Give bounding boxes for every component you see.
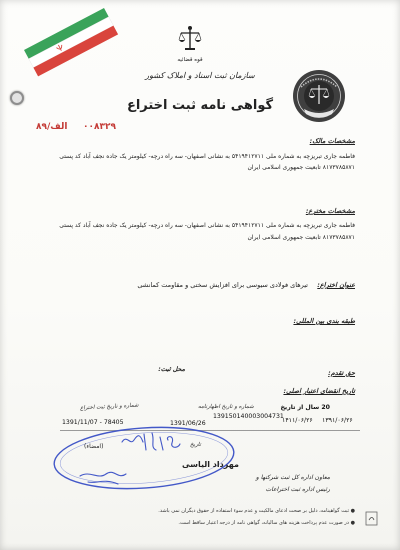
- signature-label: (امضاء): [84, 443, 104, 450]
- owner-heading: مشخصات مالک:: [309, 137, 355, 145]
- validity-label: 20 سال از تاریخ: [280, 404, 330, 411]
- validity-start-date: ۱۳۹۱/۰۶/۲۶: [322, 417, 353, 424]
- priority-place-label: محل ثبت:: [158, 366, 185, 373]
- inventor-heading: مشخصات مخترع:: [305, 207, 355, 215]
- validity-end-date: ۱۴۱۱/۰۶/۲۶: [282, 417, 313, 424]
- serial-series: الف/۸۹: [36, 122, 68, 132]
- inventor-details-line-1: فاطمه جاری تبریزچه به شماره ملی ۵۴۱۹۴۱۲۷۱۱ به نشانی اصفهان- سه راه درچه- کیلومتر یک جاده نجف آباد کد پستی: [59, 222, 355, 229]
- signature-date-label: تاریخ: [190, 442, 201, 448]
- owner-details-line-2: ۸۱۷۳۷۸۵۸۷۱ تابعیت جمهوری اسلامی ایران: [247, 164, 355, 171]
- serial-value: ۰۰۸۳۲۹: [83, 122, 116, 132]
- footer-note-1: ● ثبت گواهینامه، دلیل بر صحت ادعای مالکیت و عدم سوء استفاده از حقوق دیگران نمی باشد.: [158, 508, 355, 514]
- certificate-title: گواهی نامه ثبت اختراع: [126, 98, 274, 113]
- patent-number-date-label: شماره و تاریخ ثبت اختراع: [79, 402, 139, 412]
- priority-heading: حق تقدم:: [328, 369, 355, 377]
- organization-name: سازمان ثبت اسناد و املاک کشور: [145, 71, 255, 80]
- inventor-details-line-2: ۸۱۷۳۷۸۵۸۷۱ تابعیت جمهوری اسلامی ایران: [247, 234, 355, 241]
- authority-label: قوه قضائیه: [177, 57, 203, 63]
- footer-note-2: ● در صورت عدم پرداخت هزینه های سالیانه، گواهی نامه از درجه اعتبار ساقط است.: [178, 520, 355, 526]
- signatory-title-line-1: معاون اداره کل ثبت شرکتها و: [255, 474, 330, 481]
- patent-number-date-value: 1391/11/07 - 78405: [62, 419, 124, 426]
- serial-number: [36, 122, 116, 132]
- signatory-name: مهرداد الیاسی: [182, 460, 239, 469]
- invention-title: تیرهای فولادی سیوسی برای افزایش سختی و مقاومت کمانشی: [137, 281, 308, 289]
- official-stamp-icon: [48, 418, 248, 500]
- corner-mark-icon: [364, 508, 380, 528]
- application-number-date-label: شماره و تاریخ اظهارنامه: [198, 404, 254, 410]
- grommet-hole: [10, 91, 24, 105]
- owner-details-line-1: فاطمه جاری تبریزچه به شماره ملی ۵۴۱۹۴۱۲۷۱۱ به نشانی اصفهان- سه راه درچه- کیلومتر یک جاده نجف آباد کد پستی: [59, 153, 355, 160]
- iran-flag-ribbon-icon: [0, 0, 125, 92]
- invention-heading: عنوان اختراع:: [317, 281, 355, 289]
- judiciary-scales-emblem-icon: [178, 24, 202, 52]
- registration-organization-seal-icon: [292, 69, 346, 123]
- application-date-value: 1391/06/26: [170, 420, 206, 427]
- application-number-value: 139150140003004731: [213, 413, 284, 420]
- classification-heading: طبقه بندی بین المللی:: [293, 317, 355, 325]
- signatory-title-line-2: رئیس اداره ثبت اختراعات: [265, 486, 330, 493]
- expiry-heading: تاریخ انقضای اعتبار اصلی:: [283, 387, 355, 395]
